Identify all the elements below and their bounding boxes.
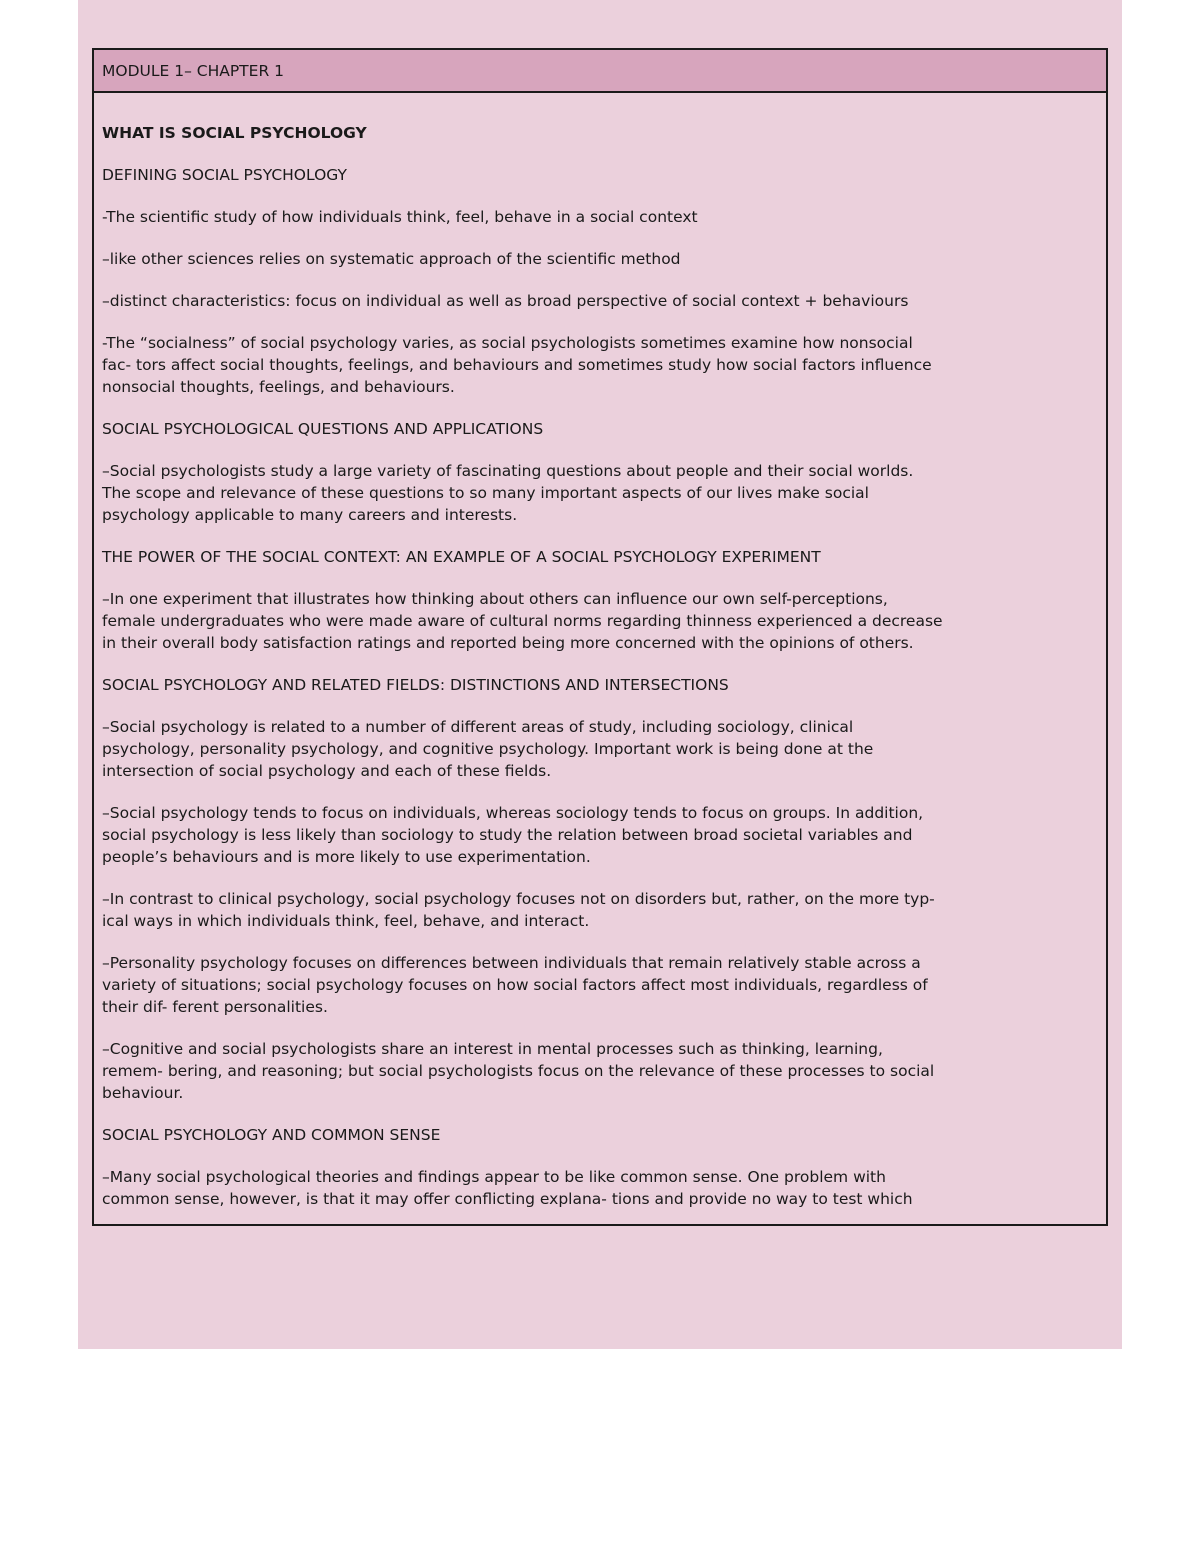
paragraph-line: social psychology is less likely than sociology to study the relation between broad societal variables and: [102, 826, 913, 844]
paragraph-line: –In one experiment that illustrates how thinking about others can influence our own self-perceptions,: [102, 590, 888, 608]
section-paragraph: [102, 588, 1098, 654]
paragraph-line: –Social psychology is related to a number of different areas of study, including sociology, clinical: [102, 718, 854, 736]
paragraph-line: –Many social psychological theories and findings appear to be like common sense. One problem with: [102, 1168, 886, 1186]
paragraph-line: in their overall body satisfaction ratings and reported being more concerned with the opinions of others.: [102, 634, 914, 652]
section-paragraph: [102, 248, 1098, 270]
paragraph-line: fac- tors affect social thoughts, feelings, and behaviours and sometimes study how social factors influence: [102, 356, 932, 374]
paragraph-line: intersection of social psychology and each of these fields.: [102, 762, 552, 780]
paragraph-line: their dif- ferent personalities.: [102, 998, 328, 1016]
paragraph-line: variety of situations; social psychology focuses on how social factors affect most individuals, regardless of: [102, 976, 928, 994]
section-heading: THE POWER OF THE SOCIAL CONTEXT: AN EXAMPLE OF A SOCIAL PSYCHOLOGY EXPERIMENT: [102, 548, 821, 566]
paragraph-line: nonsocial thoughts, feelings, and behaviours.: [102, 378, 455, 396]
paragraph-line: –Social psychologists study a large variety of fascinating questions about people and their social worlds.: [102, 462, 914, 480]
paragraph-line: people’s behaviours and is more likely to use experimentation.: [102, 848, 591, 866]
document-title: WHAT IS SOCIAL PSYCHOLOGY: [102, 124, 367, 142]
paragraph-line: behaviour.: [102, 1084, 184, 1102]
sections-container: [102, 164, 1098, 1210]
section-paragraph: [102, 1166, 1098, 1210]
section-paragraph: [102, 716, 1098, 782]
section-heading: SOCIAL PSYCHOLOGICAL QUESTIONS AND APPLICATIONS: [102, 420, 544, 438]
paragraph-line: -The scientific study of how individuals think, feel, behave in a social context: [102, 208, 698, 226]
section-heading: SOCIAL PSYCHOLOGY AND COMMON SENSE: [102, 1126, 441, 1144]
section-heading: DEFINING SOCIAL PSYCHOLOGY: [102, 166, 347, 184]
paragraph-line: psychology applicable to many careers and interests.: [102, 506, 518, 524]
paragraph-line: –Cognitive and social psychologists share an interest in mental processes such as thinking, learning,: [102, 1040, 883, 1058]
paragraph-line: –distinct characteristics: focus on individual as well as broad perspective of social context + behaviours: [102, 292, 909, 310]
section-paragraph: [102, 290, 1098, 312]
section-paragraph: [102, 802, 1098, 868]
paragraph-line: psychology, personality psychology, and cognitive psychology. Important work is being done at the: [102, 740, 874, 758]
section-paragraph: [102, 1038, 1098, 1104]
paragraph-line: –Social psychology tends to focus on individuals, whereas sociology tends to focus on groups. In addition,: [102, 804, 924, 822]
paragraph-line: –like other sciences relies on systematic approach of the scientific method: [102, 250, 681, 268]
module-header: MODULE 1– CHAPTER 1: [94, 50, 1106, 93]
section-paragraph: [102, 460, 1098, 526]
section-paragraph: [102, 332, 1098, 398]
paragraph-line: remem- bering, and reasoning; but social psychologists focus on the relevance of these processes to social: [102, 1062, 935, 1080]
paragraph-line: ical ways in which individuals think, feel, behave, and interact.: [102, 912, 590, 930]
section-heading: SOCIAL PSYCHOLOGY AND RELATED FIELDS: DISTINCTIONS AND INTERSECTIONS: [102, 676, 729, 694]
paragraph-line: -The “socialness” of social psychology varies, as social psychologists sometimes examine how nonsocial: [102, 334, 913, 352]
paragraph-line: common sense, however, is that it may offer conflicting explana- tions and provide no way to test which: [102, 1190, 913, 1208]
paragraph-line: The scope and relevance of these questions to so many important aspects of our lives make social: [102, 484, 869, 502]
paragraph-line: –In contrast to clinical psychology, social psychology focuses not on disorders but, rather, on the more typ-: [102, 890, 935, 908]
notes-box: [92, 48, 1108, 1226]
section-paragraph: [102, 952, 1098, 1018]
paragraph-line: female undergraduates who were made aware of cultural norms regarding thinness experienced a decrease: [102, 612, 943, 630]
notes-body: [94, 93, 1106, 1210]
section-paragraph: [102, 888, 1098, 932]
section-paragraph: [102, 206, 1098, 228]
paragraph-line: –Personality psychology focuses on differences between individuals that remain relatively stable across a: [102, 954, 921, 972]
